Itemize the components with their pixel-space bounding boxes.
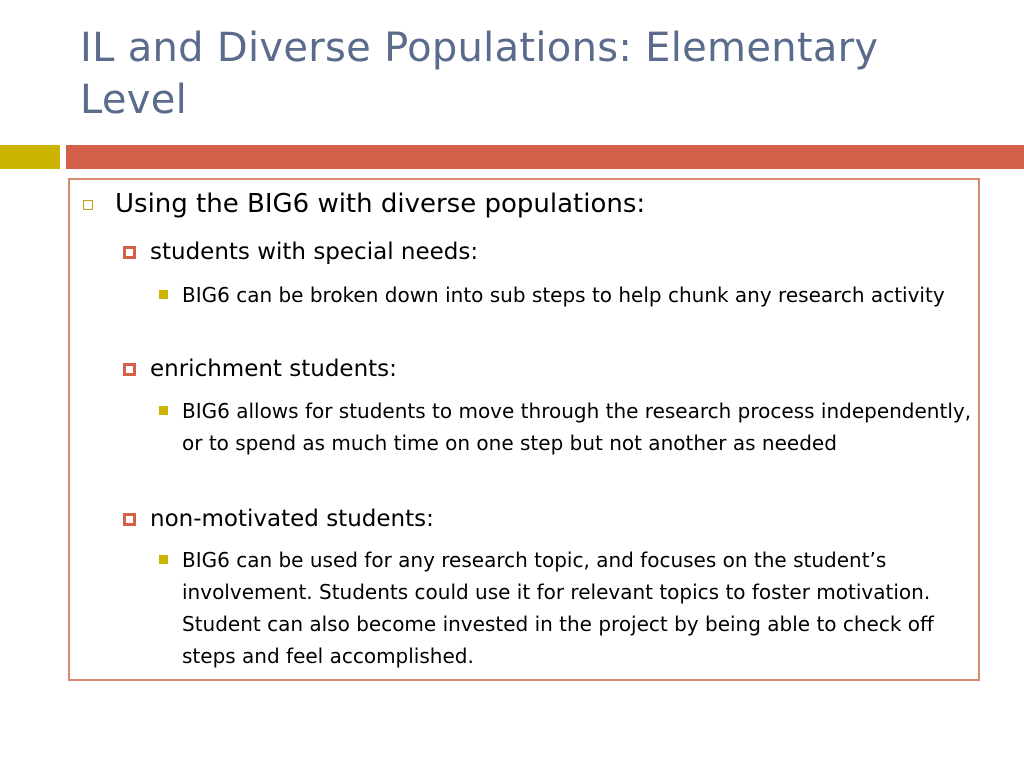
- filled-square-bullet-icon: [159, 290, 168, 299]
- slide-title: IL and Diverse Populations: Elementary Level: [80, 25, 879, 123]
- group-detail-special-needs: BIG6 can be broken down into sub steps to help chunk any research activity: [182, 283, 945, 307]
- filled-square-bullet-icon: [159, 406, 168, 415]
- group-heading-enrichment: enrichment students:: [150, 356, 397, 382]
- filled-square-bullet-icon: [159, 555, 168, 564]
- main-bullet-text: Using the BIG6 with diverse populations:: [115, 189, 646, 219]
- group-heading-non-motivated: non-motivated students:: [150, 506, 434, 532]
- square-bullet-icon: [123, 363, 136, 376]
- accent-bar-gold: [0, 145, 60, 169]
- group-heading-special-needs: students with special needs:: [150, 239, 479, 265]
- square-bullet-icon: [123, 246, 136, 259]
- square-bullet-icon: [123, 513, 136, 526]
- group-detail-enrichment: BIG6 allows for students to move through the research process independently, or to spend as much time on one step but not another as needed: [182, 399, 972, 455]
- hollow-square-bullet-icon: [83, 200, 93, 210]
- group-detail-non-motivated: BIG6 can be used for any research topic, and focuses on the student’s involvement. Students could use it for relevant topics to foster motivation. Student can also become invested in the project by being able to check off steps and feel accomplished.: [182, 548, 934, 668]
- accent-bar-coral: [66, 145, 1024, 169]
